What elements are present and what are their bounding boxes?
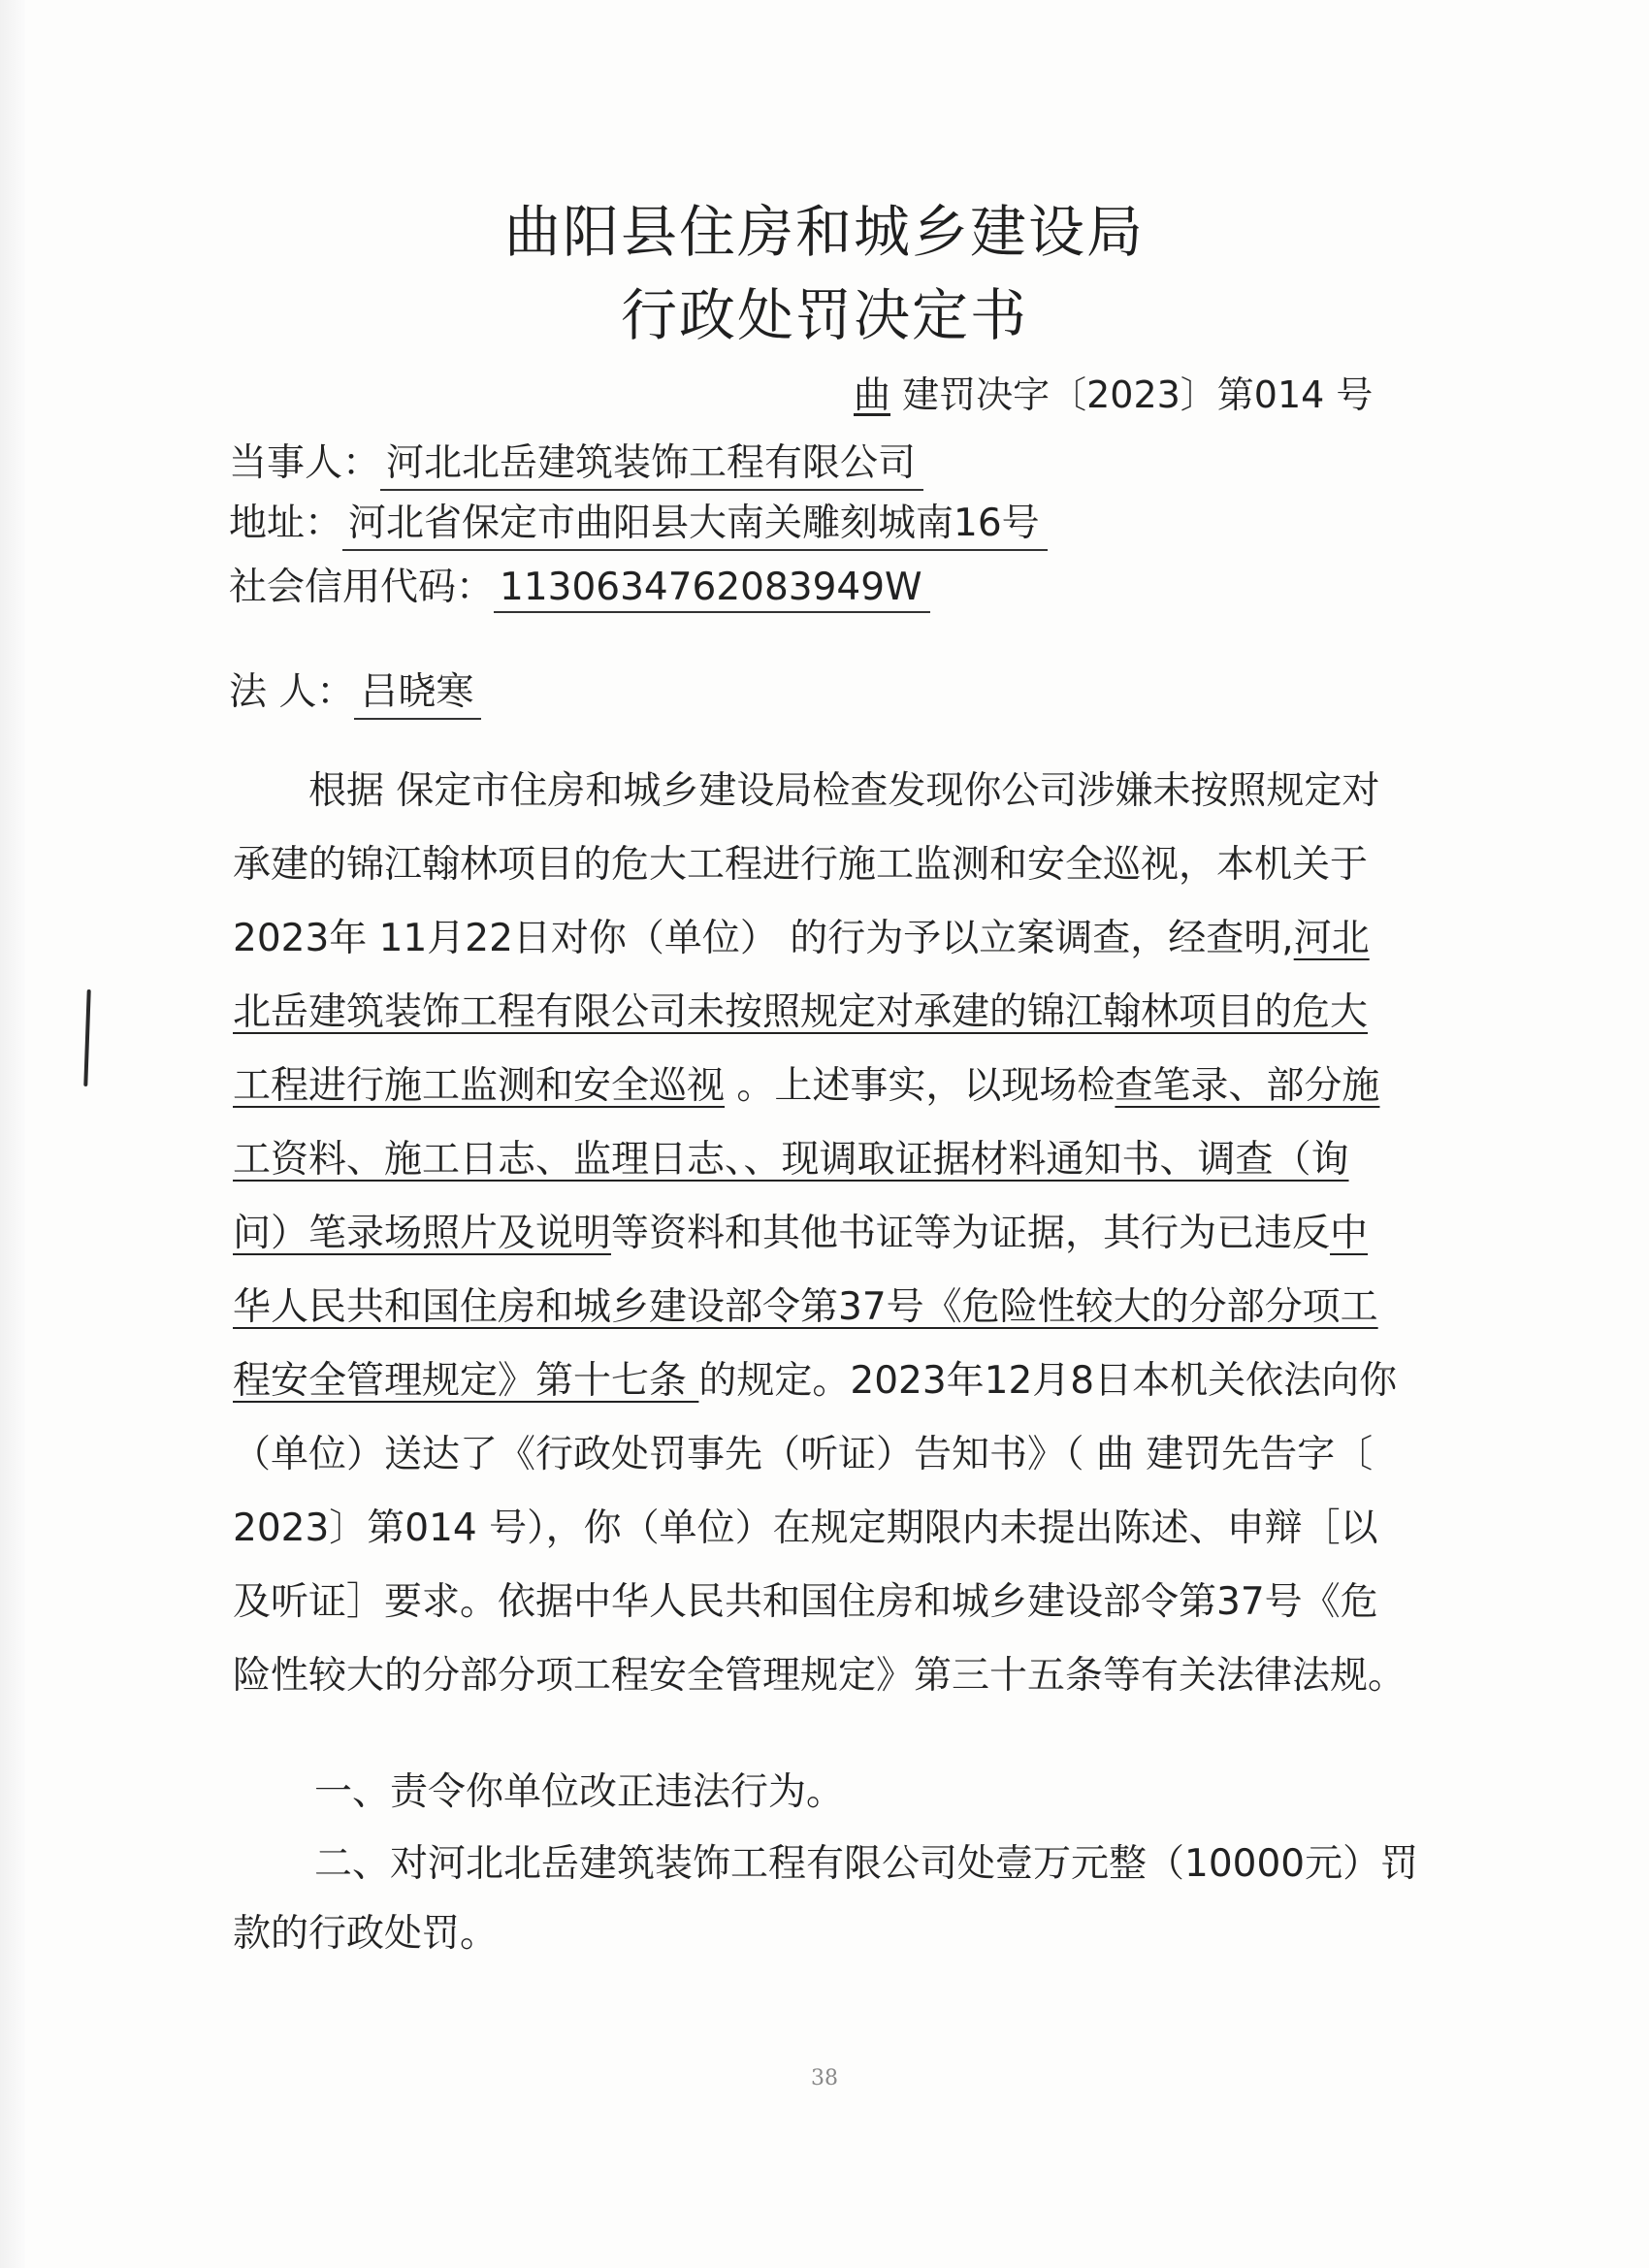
body-text: 。上述事实，以现场检 <box>725 1064 1116 1108</box>
body-underlined-text: 问）笔录场照片及说明 <box>233 1212 612 1255</box>
credit-code-value: 1130634762083949W <box>494 566 930 613</box>
penalty-item-2-cont: 款的行政处罚。 <box>233 1912 499 1956</box>
body-text: 等资料和其他书证等为证据，其行为已违反 <box>611 1212 1331 1255</box>
body-line <box>233 1061 1426 1135</box>
legal-rep-field <box>229 662 481 720</box>
body-underlined-text: 查笔录、部分施 <box>1115 1064 1380 1108</box>
page-number: 38 <box>811 2066 838 2090</box>
party-field <box>229 433 923 491</box>
legal-rep-value: 吕晓寒 <box>354 662 481 720</box>
body-line: （单位）送达了《行政处罚事先（听证）告知书》（ 曲 建罚先告字〔 <box>233 1433 1374 1476</box>
body-underlined-text: 河北 <box>1293 917 1370 960</box>
body-underlined-text: 中 <box>1330 1212 1369 1255</box>
address-label: 地址： <box>229 502 343 545</box>
body-line: 工资料、施工日志、监理日志、、现调取证据材料通知书、调查（询 <box>233 1138 1349 1182</box>
penalty-item-1: 一、责令你单位改正违法行为。 <box>314 1770 845 1814</box>
body-line: 2023〕第014 号），你（单位）在规定期限内未提出陈述、申辩［以 <box>233 1507 1378 1550</box>
party-value: 河北北岳建筑装饰工程有限公司 <box>380 433 923 491</box>
body-text: 2023年 11月22日对你（单位） 的行为予以立案调查，经查明, <box>233 917 1294 960</box>
body-line: 根据 保定市住房和城乡建设局检查发现你公司涉嫌未按照规定对 <box>308 769 1380 813</box>
credit-code-field <box>229 557 930 613</box>
penalty-item-2: 二、对河北北岳建筑装饰工程有限公司处壹万元整（10000元）罚 <box>314 1842 1419 1886</box>
body-line <box>233 1209 1426 1282</box>
document-number <box>854 365 1373 418</box>
body-line: 北岳建筑装饰工程有限公司未按照规定对承建的锦江翰林项目的危大 <box>233 990 1369 1034</box>
address-field <box>229 493 1048 551</box>
body-line: 承建的锦江翰林项目的危大工程进行施工监测和安全巡视，本机关于 <box>233 843 1369 887</box>
party-label: 当事人： <box>229 441 381 485</box>
decision-body <box>233 766 1426 1725</box>
body-line <box>233 1356 1426 1430</box>
body-underlined-text: 工程进行施工监测和安全巡视 <box>233 1064 726 1108</box>
body-line: 华人民共和国住房和城乡建设部令第37号《危险性较大的分部分项工 <box>233 1285 1378 1329</box>
body-line: 险性较大的分部分项工程安全管理规定》第三十五条等有关法律法规。 <box>233 1654 1406 1698</box>
body-underlined-text: 程安全管理规定》第十七条 <box>233 1359 699 1403</box>
document-title-authority: 曲阳县住房和城乡建设局 <box>503 199 1145 265</box>
address-value: 河北省保定市曲阳县大南关雕刻城南16号 <box>342 493 1048 551</box>
body-line: 及听证］要求。依据中华人民共和国住房和城乡建设部令第37号《危 <box>233 1580 1378 1624</box>
doc-number-rest: 建罚决字〔2023〕第014 号 <box>890 373 1374 416</box>
doc-number-prefix: 曲 <box>854 373 891 416</box>
legal-rep-label: 法 人： <box>229 670 355 714</box>
body-line <box>233 914 1426 988</box>
document-title-type: 行政处罚决定书 <box>620 282 1028 348</box>
pen-mark <box>83 989 90 1086</box>
body-text: 的规定。2023年12月8日本机关依法向你 <box>698 1359 1398 1403</box>
credit-code-label: 社会信用代码： <box>229 566 495 609</box>
